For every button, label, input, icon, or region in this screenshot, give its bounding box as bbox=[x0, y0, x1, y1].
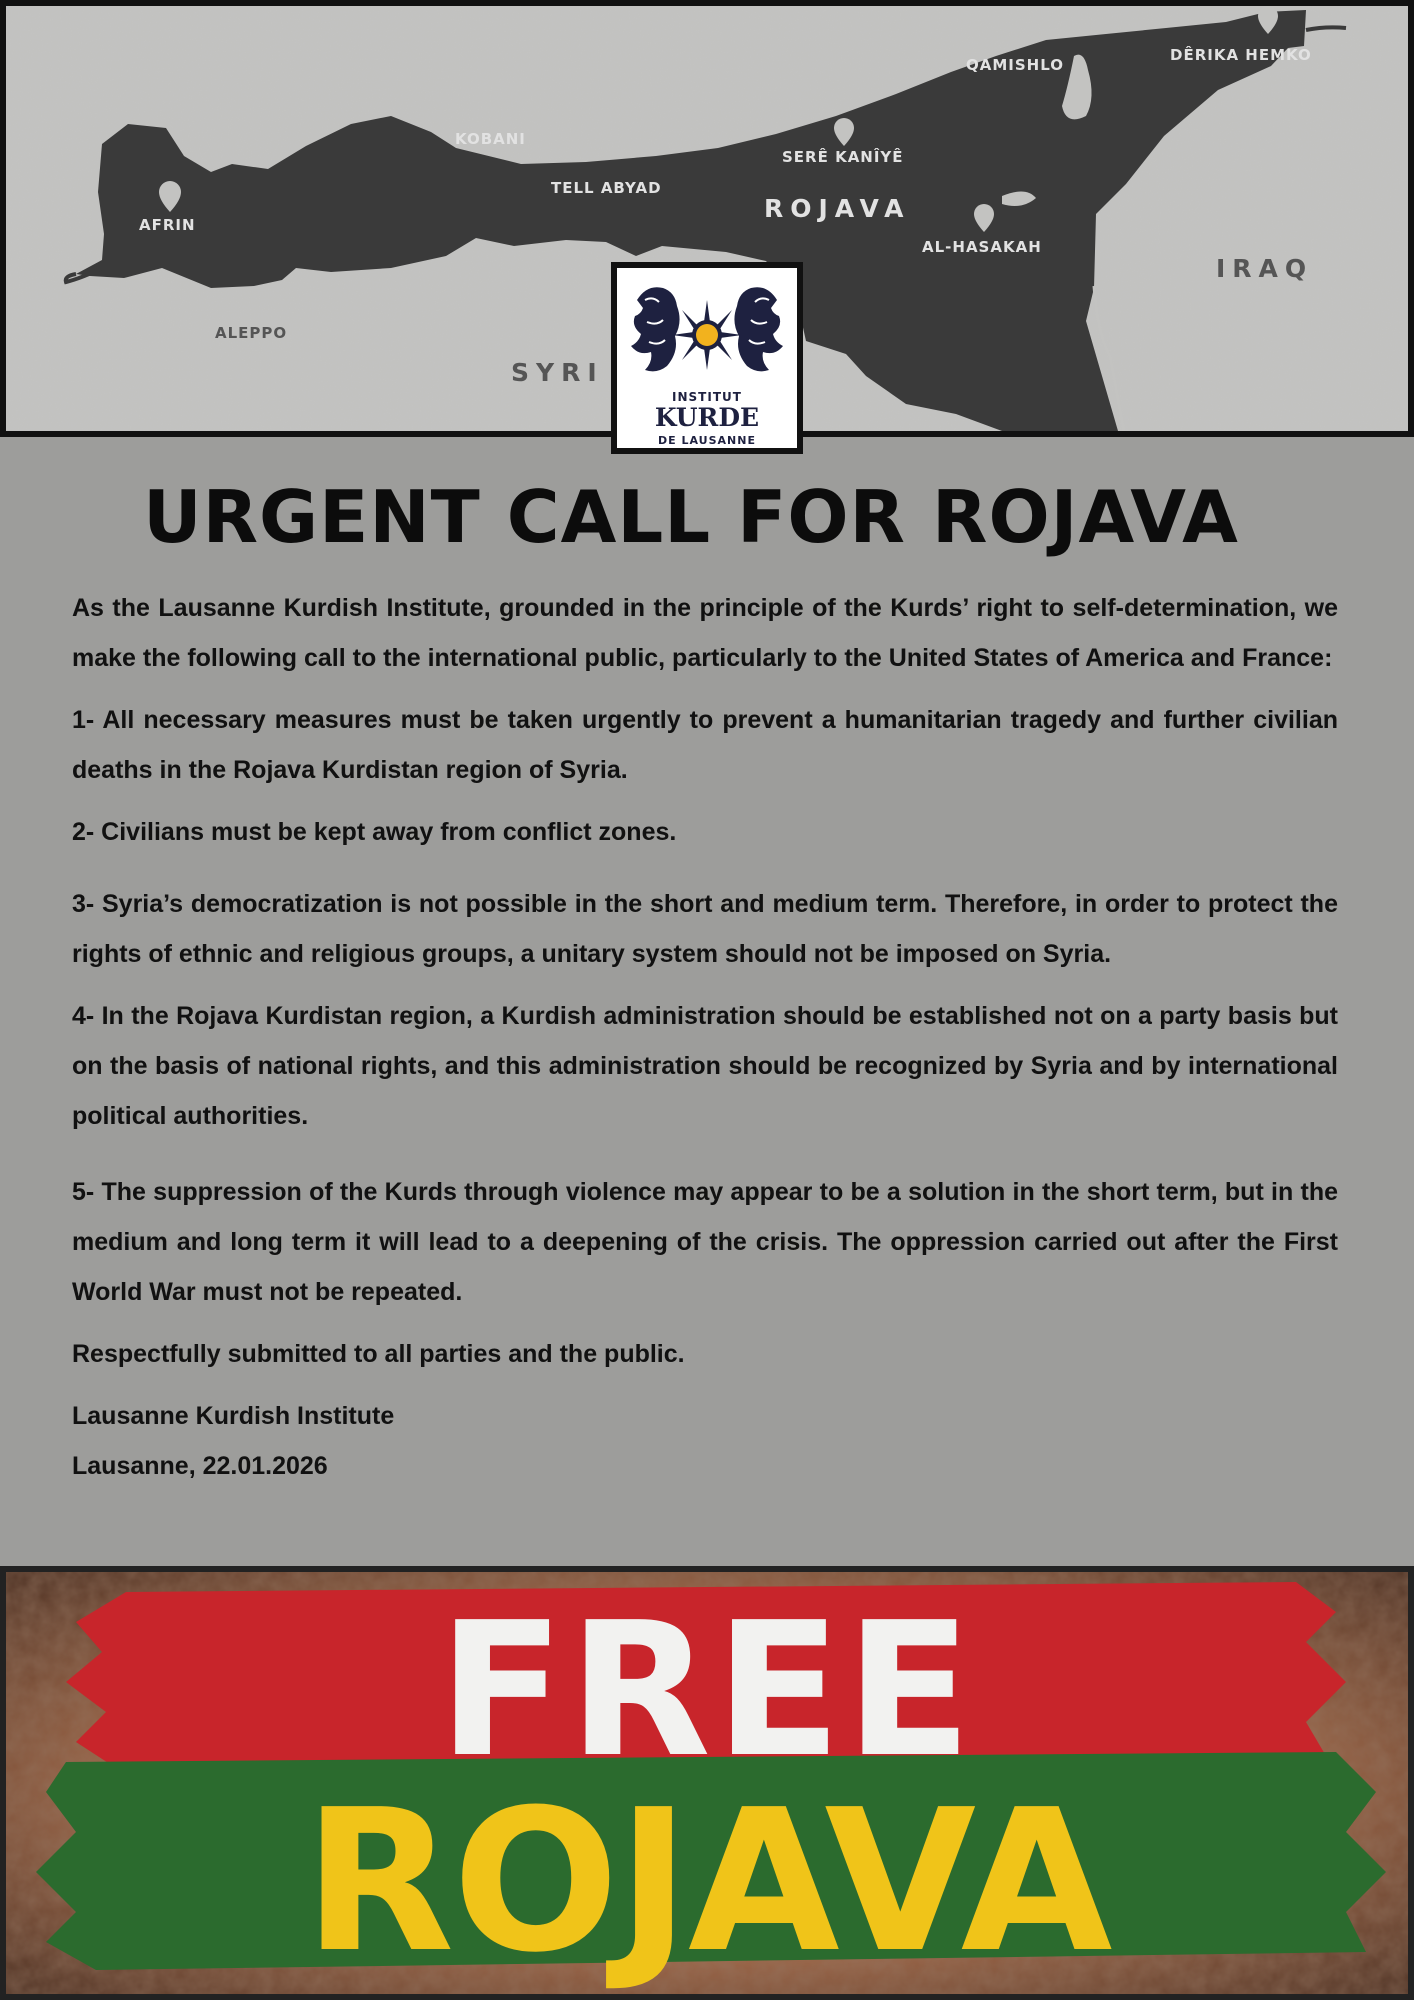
map-label-tell-abyad: TELL ABYAD bbox=[551, 179, 662, 197]
letter-point-4: 4- In the Rojava Kurdistan region, a Kurdish administration should be established not on a party basis but on the basis of national rights, and this administration should be recognized by Syria and by international political authorities. bbox=[72, 1002, 1338, 1130]
banner-word-free: FREE bbox=[438, 1582, 976, 1798]
logo-text-kurde: KURDE bbox=[654, 403, 760, 432]
page-title: URGENT CALL FOR ROJAVA bbox=[143, 475, 1239, 559]
letter-place-date: Lausanne, 22.01.2026 bbox=[72, 1452, 328, 1480]
map-label-sere-kaniye: SERÊ KANÎYÊ bbox=[782, 148, 904, 166]
map-label-qamishlo: QAMISHLO bbox=[966, 56, 1064, 74]
lions-sun-emblem-icon bbox=[617, 270, 797, 390]
letter-closing: Respectfully submitted to all parties and the public. bbox=[72, 1340, 685, 1368]
letter-point-2: 2- Civilians must be kept away from conflict zones. bbox=[72, 818, 677, 846]
map-label-syria: SYRI bbox=[511, 358, 604, 387]
banner-word-rojava: ROJAVA bbox=[303, 1768, 1111, 1996]
appeal-letter bbox=[72, 583, 1338, 1491]
logo-text-de-lausanne: DE LAUSANNE bbox=[658, 434, 756, 447]
map-label-rojava: ROJAVA bbox=[764, 194, 911, 223]
institute-logo bbox=[611, 262, 803, 454]
letter-point-1: 1- All necessary measures must be taken urgently to prevent a humanitarian tragedy and further civilian deaths in the Rojava Kurdistan region of Syria. bbox=[72, 706, 1338, 784]
map-label-al-hasakah: AL-HASAKAH bbox=[922, 238, 1042, 256]
map-label-derika-hemko: DÊRIKA HEMKO bbox=[1170, 46, 1312, 64]
map-label-kobani: KOBANI bbox=[455, 130, 526, 148]
letter-intro: As the Lausanne Kurdish Institute, grounded in the principle of the Kurds’ right to self-determination, we make the following call to the international public, particularly to the United States of America and France: bbox=[72, 594, 1338, 672]
logo-text-institut: INSTITUT bbox=[672, 390, 742, 404]
letter-point-3: 3- Syria’s democratization is not possible in the short and medium term. Therefore, in order to protect the rights of ethnic and religious groups, a unitary system should not be imposed on Syria. bbox=[72, 890, 1338, 968]
letter-signature: Lausanne Kurdish Institute bbox=[72, 1402, 395, 1430]
letter-point-5: 5- The suppression of the Kurds through violence may appear to be a solution in the short term, but in the medium and long term it will lead to a deepening of the crisis. The oppression carried out after the First World War must not be repeated. bbox=[72, 1178, 1338, 1306]
map-label-afrin: AFRIN bbox=[139, 216, 196, 234]
map-label-aleppo: ALEPPO bbox=[215, 324, 288, 342]
free-rojava-banner bbox=[0, 1566, 1414, 2000]
map-label-iraq: IRAQ bbox=[1216, 254, 1314, 283]
